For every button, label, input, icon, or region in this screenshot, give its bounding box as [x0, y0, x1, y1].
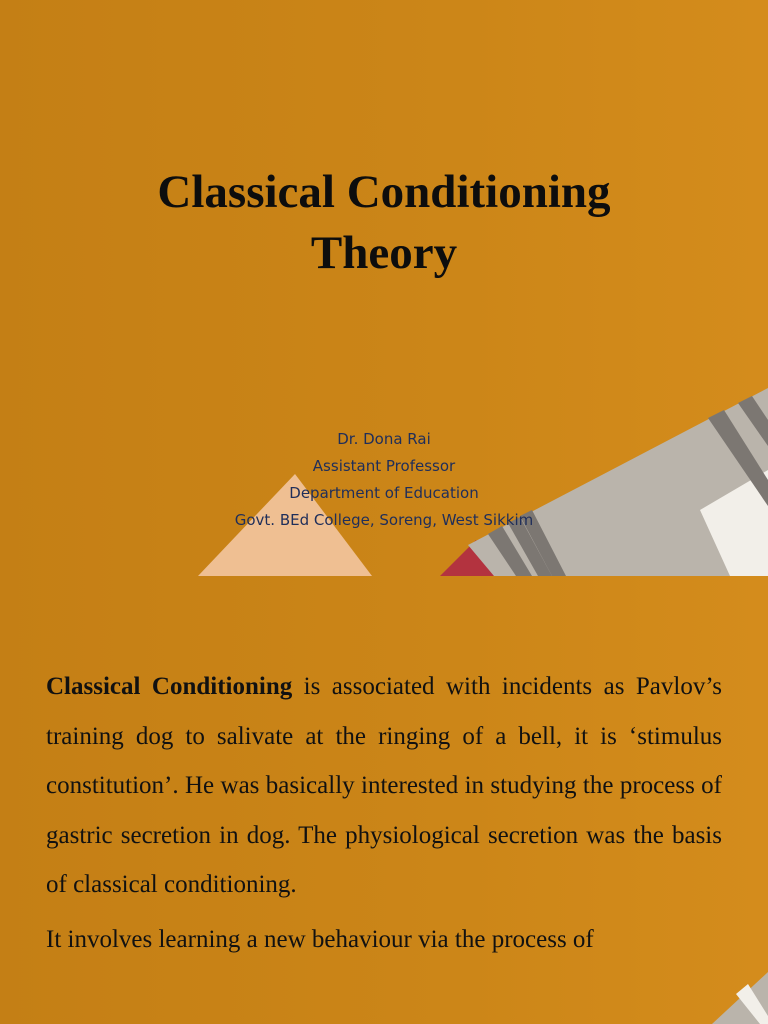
- author-department: Department of Education: [289, 484, 479, 502]
- paragraph-1-text: is associated with incidents as Pavlov’s training dog to salivate at the ringing of a bell, it is ‘stimulus constitution’. He was basically interested in studying the process of gastric secretion in dog. The physiological secretion was the basis of classical conditioning.: [46, 673, 722, 899]
- author-institution: Govt. BEd College, Soreng, West Sikkim: [234, 511, 534, 529]
- author-name: Dr. Dona Rai: [337, 430, 431, 448]
- body-text: [46, 662, 722, 965]
- paragraph-2: It involves learning a new behaviour via the process of: [46, 925, 594, 953]
- content-slide: [0, 576, 768, 1024]
- title-line-2: Theory: [310, 227, 458, 279]
- paragraph-1: [46, 662, 722, 910]
- title-line-1: Classical Conditioning: [157, 166, 611, 218]
- author-position: Assistant Professor: [312, 457, 456, 475]
- author-block: [0, 426, 768, 534]
- term-highlight: Classical Conditioning: [46, 673, 293, 700]
- page-title: [0, 162, 768, 284]
